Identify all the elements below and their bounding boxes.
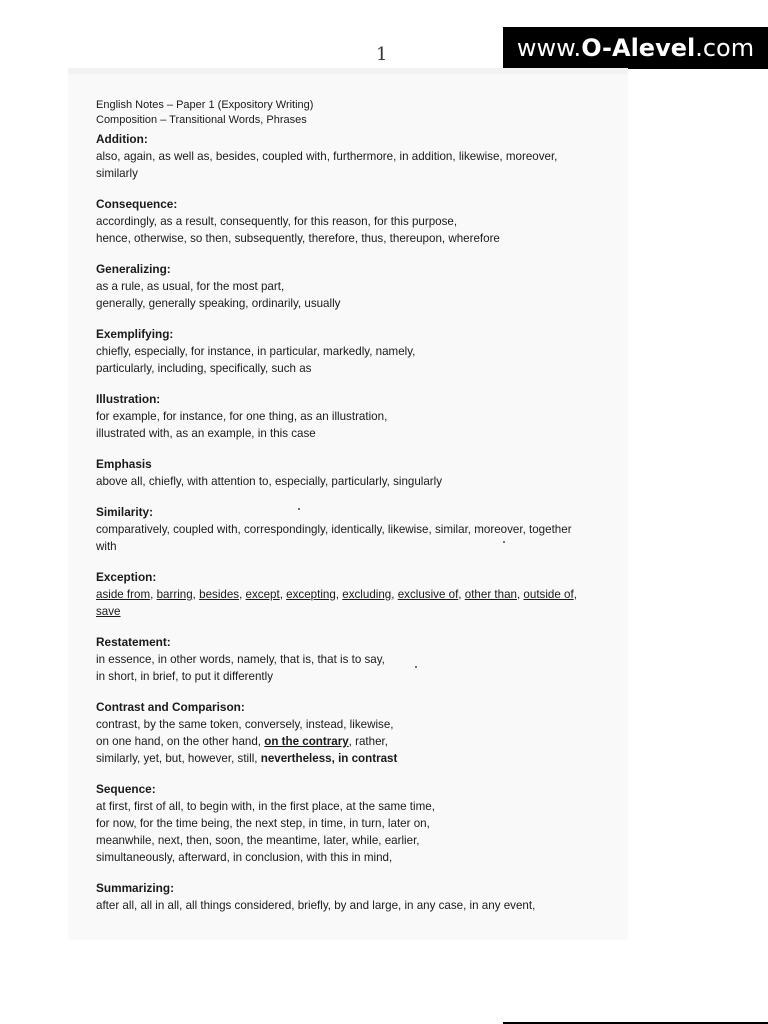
section-illustration <box>96 391 621 442</box>
exception-term: excepting <box>286 588 336 601</box>
section-generalizing <box>96 261 621 312</box>
section-text-line: contrast, by the same token, conversely, instead, likewise, <box>96 718 394 731</box>
exception-term: aside from <box>96 588 151 601</box>
section-text-line <box>96 603 621 620</box>
section-summarizing <box>96 880 621 914</box>
exception-term: save <box>96 605 121 618</box>
header-line-2: Composition – Transitional Words, Phrases <box>96 114 307 126</box>
section-text-line: also, again, as well as, besides, coupled with, furthermore, in addition, likewise, moreover, <box>96 150 558 163</box>
section-text-line: at first, first of all, to begin with, in the first place, at the same time, <box>96 800 435 813</box>
header-line-1: English Notes – Paper 1 (Expository Writing) <box>96 99 314 111</box>
section-text-line: accordingly, as a result, consequently, for this reason, for this purpose, <box>96 215 458 228</box>
section-text-line: as a rule, as usual, for the most part, <box>96 280 285 293</box>
section-text-line: simultaneously, afterward, in conclusion, with this in mind, <box>96 851 393 864</box>
section-heading: Summarizing: <box>96 881 174 895</box>
notes-content <box>96 98 621 914</box>
scan-speck <box>503 541 505 543</box>
section-heading: Exception: <box>96 570 157 584</box>
section-text-line: in short, in brief, to put it differently <box>96 670 274 683</box>
section-heading: Illustration: <box>96 392 161 406</box>
section-text-line <box>96 750 621 767</box>
scan-speck <box>415 666 417 668</box>
brand-prefix: www. <box>516 34 582 62</box>
section-restatement <box>96 634 621 685</box>
section-text-line: illustrated with, as an example, in this case <box>96 427 316 440</box>
section-emphasis <box>96 456 621 490</box>
exception-term: barring <box>156 588 193 601</box>
section-contrast-comparison <box>96 699 621 767</box>
contrast-text: , rather, <box>348 735 388 748</box>
contrast-emphasis-underlined: on the contrary <box>264 735 349 748</box>
section-text-line: for now, for the time being, the next step, in time, in turn, later on, <box>96 817 430 830</box>
section-consequence <box>96 196 621 247</box>
scan-speck <box>298 508 300 510</box>
exception-term: besides <box>199 588 240 601</box>
exception-term: except <box>245 588 280 601</box>
contrast-emphasis-bold: nevertheless, in contrast <box>260 752 398 765</box>
exception-term: excluding <box>342 588 392 601</box>
section-sequence <box>96 781 621 866</box>
section-heading: Similarity: <box>96 505 154 519</box>
section-heading: Generalizing: <box>96 262 171 276</box>
page-number: 1 <box>376 44 388 65</box>
section-text-line: meanwhile, next, then, soon, the meantime, later, while, earlier, <box>96 834 420 847</box>
section-text-line: comparatively, coupled with, correspondingly, identically, likewise, similar, moreover, together <box>96 523 572 536</box>
exception-term: other than <box>464 588 517 601</box>
section-heading: Addition: <box>96 132 148 146</box>
exception-term: outside of <box>523 588 574 601</box>
section-text-line: in essence, in other words, namely, that is, that is to say, <box>96 653 385 666</box>
section-heading: Consequence: <box>96 197 178 211</box>
contrast-text: on one hand, on the other hand, <box>96 735 265 748</box>
section-exemplifying <box>96 326 621 377</box>
section-text-line: generally, generally speaking, ordinarily, usually <box>96 297 341 310</box>
section-heading: Contrast and Comparison: <box>96 700 245 714</box>
section-addition <box>96 131 621 182</box>
brand-suffix: .com <box>695 34 755 62</box>
contrast-text: similarly, yet, but, however, still, <box>96 752 261 765</box>
section-text-line: after all, all in all, all things considered, briefly, by and large, in any case, in any event, <box>96 899 536 912</box>
brand-name: O-Alevel <box>581 34 696 62</box>
section-exception <box>96 569 621 620</box>
section-text-line: above all, chiefly, with attention to, especially, particularly, singularly <box>96 475 443 488</box>
section-heading: Sequence: <box>96 782 156 796</box>
exception-term: exclusive of <box>397 588 459 601</box>
section-text-line: chiefly, especially, for instance, in particular, markedly, namely, <box>96 345 416 358</box>
section-heading: Emphasis <box>96 457 152 471</box>
section-text-line: hence, otherwise, so then, subsequently, therefore, thus, thereupon, wherefore <box>96 232 500 245</box>
section-heading: Exemplifying: <box>96 327 174 341</box>
section-text-line: similarly <box>96 167 138 180</box>
scan-edge <box>68 68 628 74</box>
brand-banner[interactable] <box>503 27 768 69</box>
section-text-line: aside from, barring, besides, except, excepting, excluding, exclusive of, other than, outside of, <box>96 588 577 601</box>
section-text-line <box>96 733 621 750</box>
section-heading: Restatement: <box>96 635 171 649</box>
document-header <box>96 98 621 128</box>
section-similarity <box>96 504 621 555</box>
section-text-line: with <box>96 540 117 553</box>
section-text-line: particularly, including, specifically, such as <box>96 362 312 375</box>
section-text-line: for example, for instance, for one thing, as an illustration, <box>96 410 388 423</box>
